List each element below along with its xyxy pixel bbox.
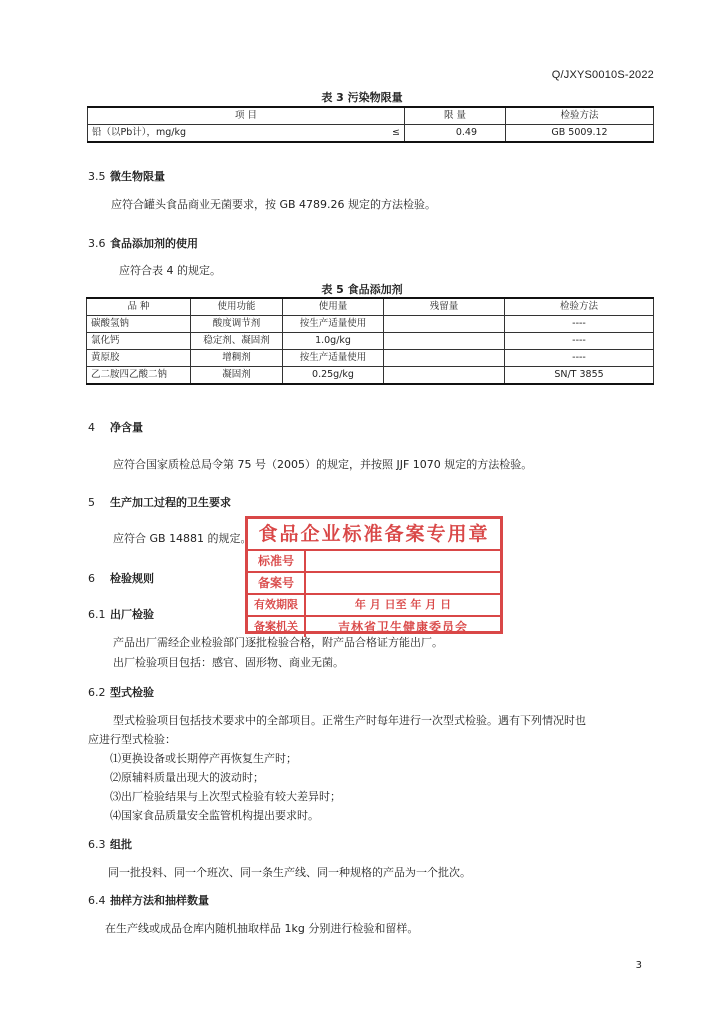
section-heading: 6.2 型式检验: [88, 686, 154, 699]
stamp-row: [248, 573, 500, 595]
table-cell: [384, 316, 505, 333]
section-heading: 6.3 组批: [88, 838, 132, 851]
paragraph: 产品出厂需经企业检验部门逐批检验合格，附产品合格证方能出厂。: [113, 636, 443, 649]
food-additive-table: [86, 297, 654, 385]
table-header-cell: 使用功能: [191, 298, 283, 316]
table-cell: 铅（以Pb计），mg/kg: [88, 125, 379, 143]
registration-stamp: [245, 516, 503, 634]
paragraph: 应符合 GB 14881 的规定。: [113, 532, 252, 545]
stamp-label: 备案机关: [248, 617, 306, 637]
table-row: [87, 316, 654, 333]
paragraph: 应符合国家质检总局令第 75 号（2005）的规定，并按照 JJF 1070 规定的方法检验。: [113, 458, 533, 471]
table-cell: [384, 350, 505, 367]
section-heading: 3.5 微生物限量: [88, 170, 165, 183]
table-cell: 增稠剂: [191, 350, 283, 367]
table-header-cell: 项 目: [88, 107, 405, 125]
table-header-cell: 残留量: [384, 298, 505, 316]
table-cell: GB 5009.12: [506, 125, 654, 143]
paragraph: 型式检验项目包括技术要求中的全部项目。正常生产时每年进行一次型式检验。遇有下列情况时也: [113, 714, 586, 727]
paragraph: 同一批投料、同一个班次、同一条生产线、同一种规格的产品为一个批次。: [108, 866, 471, 879]
table-row: [87, 333, 654, 350]
paragraph: 应符合罐头食品商业无菌要求，按 GB 4789.26 规定的方法检验。: [111, 198, 437, 211]
section-heading: 6 检验规则: [88, 572, 154, 585]
paragraph: 出厂检验项目包括：感官、固形物、商业无菌。: [113, 656, 344, 669]
paragraph: 应符合表 4 的规定。: [119, 264, 221, 277]
stamp-value: 年 月 日至 年 月 日: [354, 598, 452, 611]
stamp-value: 吉林省卫生健康委员会: [337, 620, 468, 634]
stamp-row: [248, 617, 500, 637]
table3-title: 表 3 污染物限量: [321, 91, 403, 104]
paragraph: 应进行型式检验：: [88, 733, 176, 746]
table-cell: 碳酸氢钠: [87, 316, 191, 333]
table-cell: 氯化钙: [87, 333, 191, 350]
stamp-row: [248, 551, 500, 573]
table-cell: 1.0g/kg: [283, 333, 384, 350]
table-header-cell: 限 量: [405, 107, 506, 125]
table-cell: [384, 367, 505, 385]
stamp-label: 标准号: [248, 551, 306, 571]
table-cell: 0.25g/kg: [283, 367, 384, 385]
table-row: [87, 367, 654, 385]
table-cell: 黄原胶: [87, 350, 191, 367]
table-cell: 按生产适量使用: [283, 350, 384, 367]
table-cell: SN/T 3855: [505, 367, 654, 385]
table5-title: 表 5 食品添加剂: [321, 283, 403, 296]
paragraph: 在生产线或成品仓库内随机抽取样品 1kg 分别进行检验和留样。: [105, 922, 419, 935]
contaminant-limit-table: [87, 106, 654, 143]
stamp-label: 备案号: [248, 573, 306, 593]
section-heading: 3.6 食品添加剂的使用: [88, 237, 198, 250]
table-cell: [384, 333, 505, 350]
table-cell: ----: [505, 350, 654, 367]
table-header-cell: 检验方法: [505, 298, 654, 316]
table-header-cell: 使用量: [283, 298, 384, 316]
table-header-row: [88, 107, 654, 125]
table-cell: 按生产适量使用: [283, 316, 384, 333]
table-cell: 乙二胺四乙酸二钠: [87, 367, 191, 385]
section-heading: 6.4 抽样方法和抽样数量: [88, 894, 209, 907]
section-heading: 4 净含量: [88, 421, 143, 434]
table-cell: 酸度调节剂: [191, 316, 283, 333]
stamp-label: 有效期限: [248, 595, 306, 615]
table-header-cell: 品 种: [87, 298, 191, 316]
list-item: ⑴更换设备或长期停产再恢复生产时；: [110, 752, 297, 765]
table-cell: ≤: [378, 125, 405, 143]
page-number: 3: [635, 960, 642, 971]
stamp-value: [306, 573, 500, 593]
table-cell: 稳定剂、凝固剂: [191, 333, 283, 350]
stamp-row: [248, 595, 500, 617]
table-cell: ----: [505, 333, 654, 350]
list-item: ⑷国家食品质量安全监管机构提出要求时。: [110, 809, 319, 822]
section-heading: 6.1 出厂检验: [88, 608, 154, 621]
document-code: Q/JXYS0010S-2022: [551, 69, 654, 81]
list-item: ⑶出厂检验结果与上次型式检验有较大差异时；: [110, 790, 341, 803]
section-heading: 5 生产加工过程的卫生要求: [88, 496, 231, 509]
table-cell: ----: [505, 316, 654, 333]
table-row: [88, 125, 654, 143]
table-row: [87, 350, 654, 367]
table-header-cell: 检验方法: [506, 107, 654, 125]
stamp-value: [306, 551, 500, 571]
table-header-row: [87, 298, 654, 316]
table-cell: 凝固剂: [191, 367, 283, 385]
table-cell: 0.49: [405, 125, 506, 143]
stamp-title: 食品企业标准备案专用章: [248, 519, 500, 551]
list-item: ⑵原辅料质量出现大的波动时；: [110, 771, 264, 784]
